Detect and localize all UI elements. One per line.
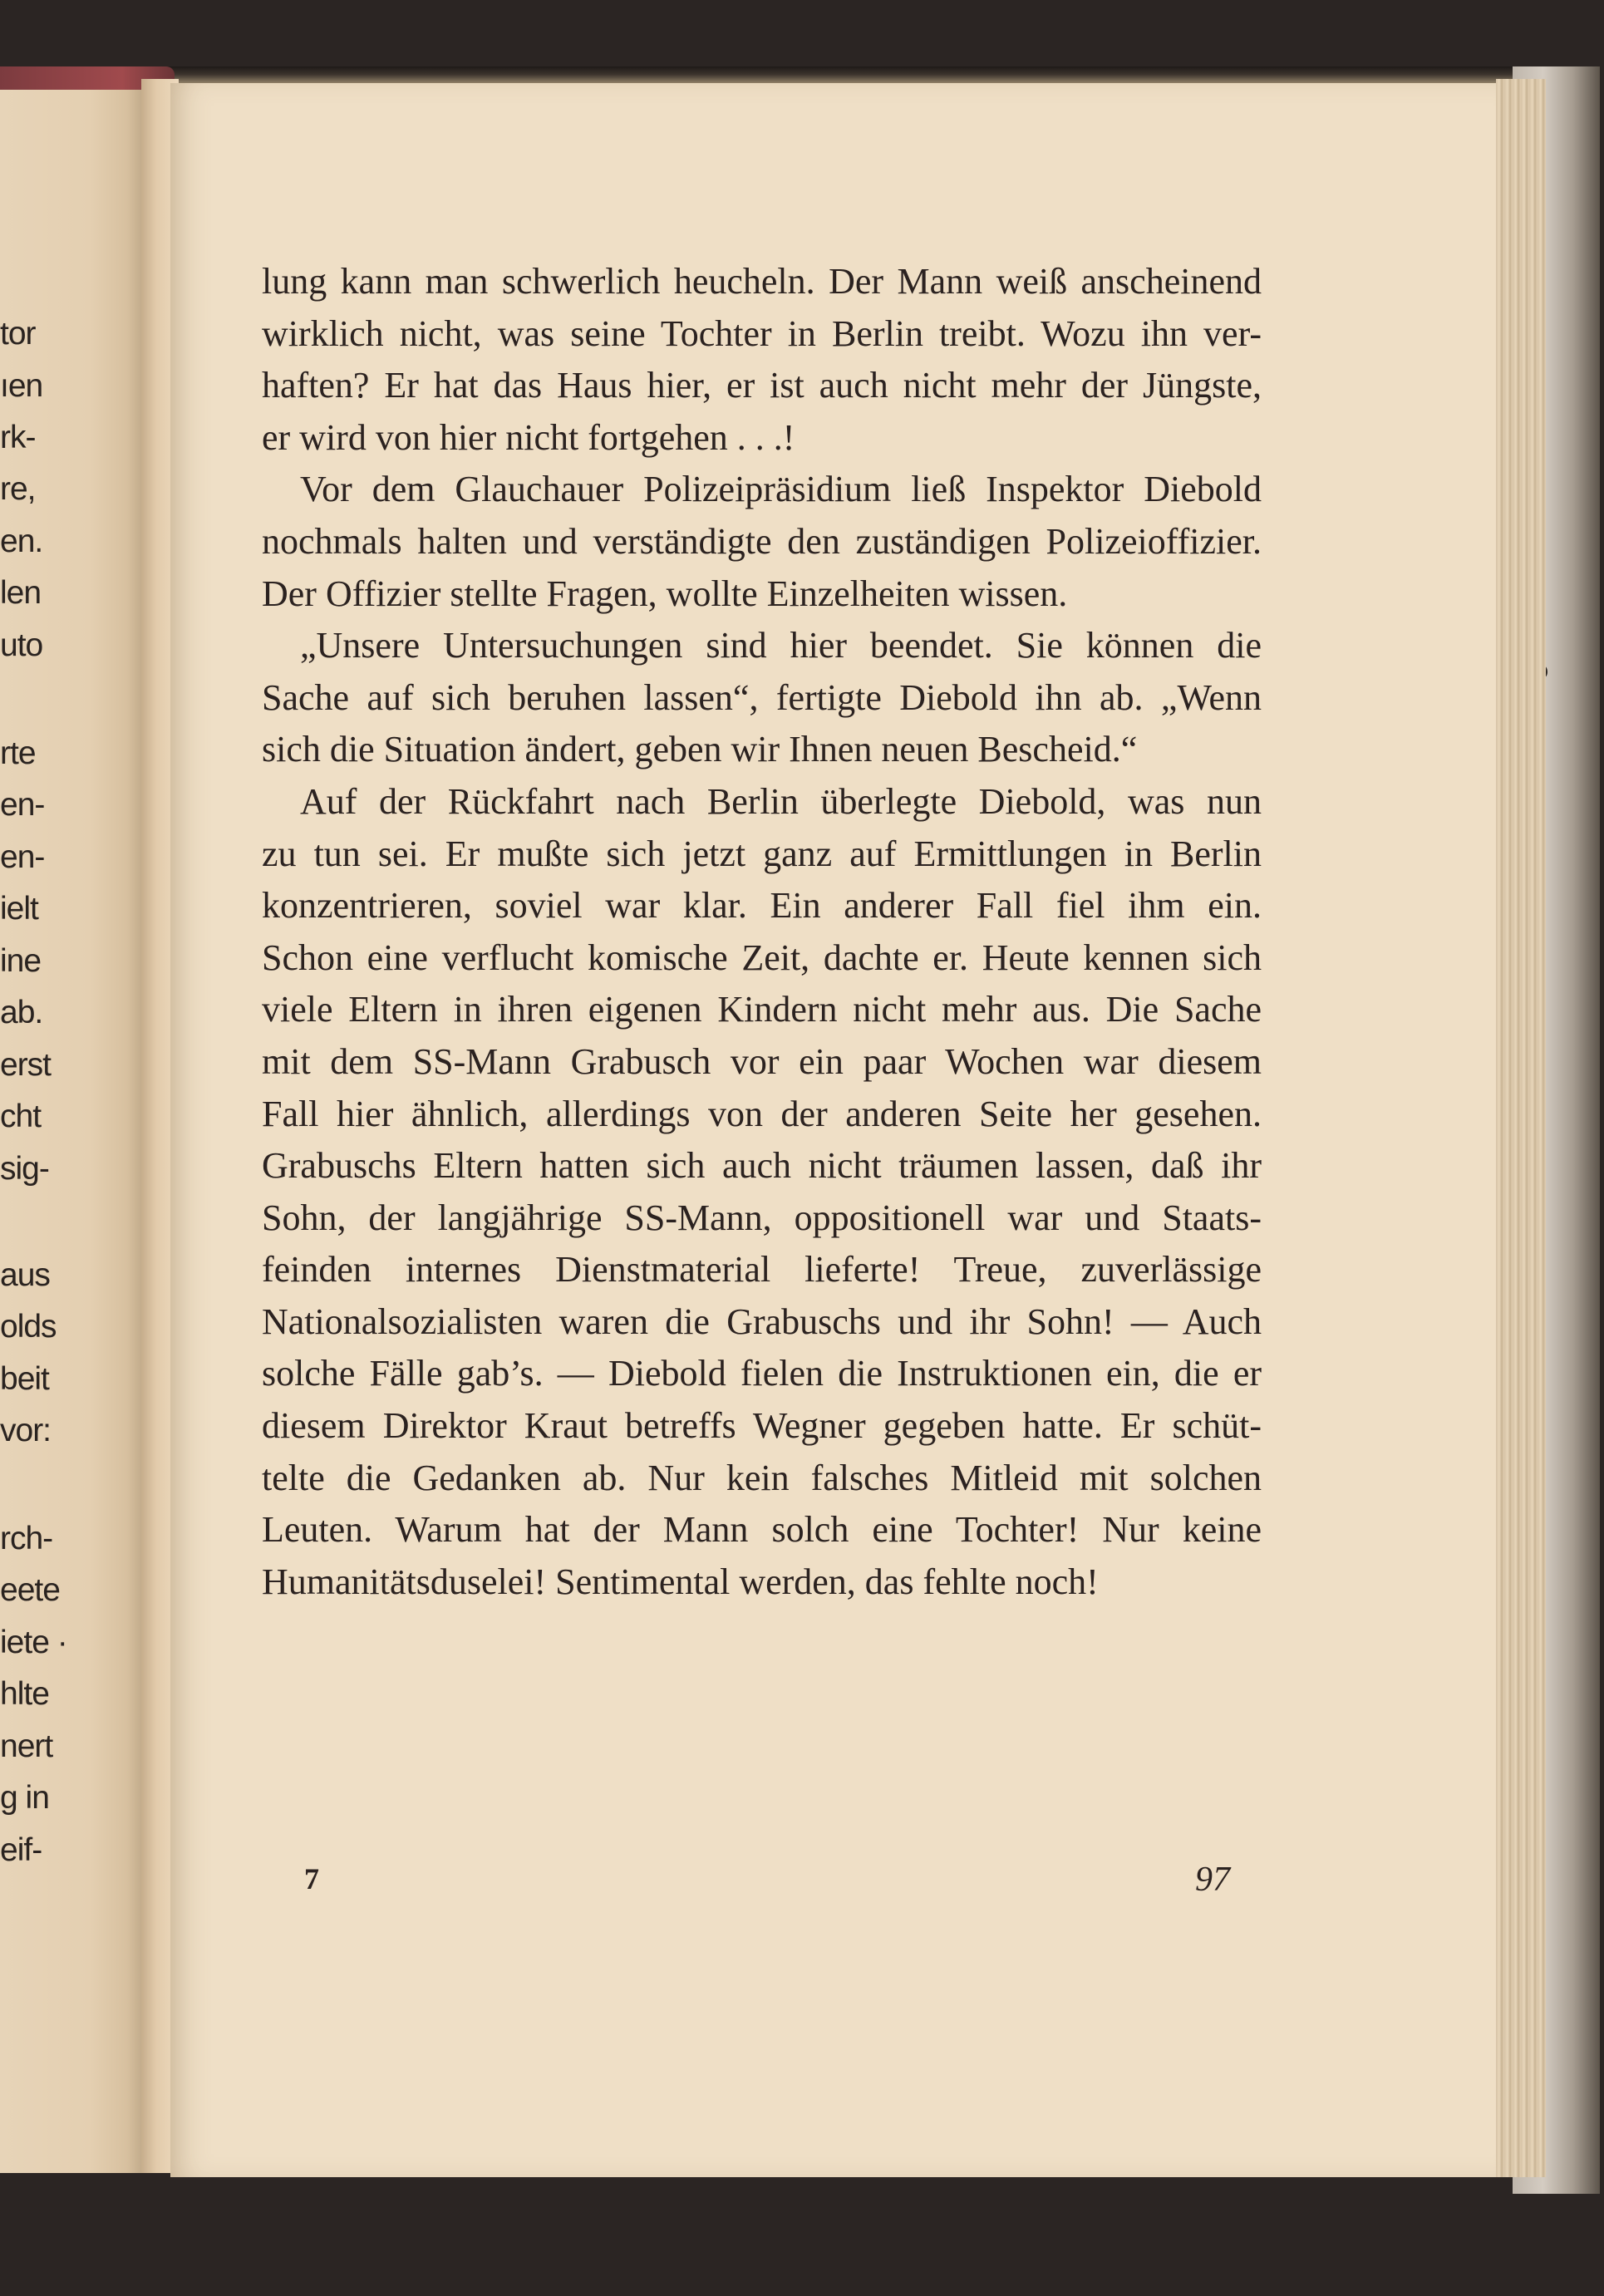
text-line: diesem Direktor Kraut betreffs Wegner gegeben hatte. Er schüt- [262,1405,1262,1447]
text-line: Fall hier ähnlich, allerdings von der anderen Seite her gesehen. [262,1093,1262,1134]
left-page-fragment: iete · [0,1625,67,1660]
left-page-fragment: hlte [0,1676,49,1712]
left-page-fragment: en- [0,787,45,823]
text-line: sich die Situation ändert, geben wir Ihnen neuen Bescheid.“ [262,729,1138,770]
page-number: 97 [1195,1861,1230,1899]
text-line: nochmals halten und verständigte den zuständigen Polizeioffizier. [262,520,1262,562]
body-text [262,256,1262,1608]
text-line: er wird von hier nicht fortgehen . . .! [262,416,795,458]
text-line: Der Offizier stellte Fragen, wollte Einzelheiten wissen. [262,573,1068,614]
left-page-fragment: sig- [0,1151,49,1187]
left-page-fragment: re, [0,471,36,507]
left-page-fragment: en- [0,839,45,875]
left-page-fragment: aus [0,1257,50,1293]
text-line: Nationalsozialisten waren die Grabuschs und ihr Sohn! — Auch [262,1300,1262,1342]
text-line: Leuten. Warum hat der Mann solch eine Tochter! Nur keine [262,1509,1262,1551]
text-line: Auf der Rückfahrt nach Berlin überlegte Diebold, was nun [300,780,1262,822]
text-line: feinden internes Dienstmaterial lieferte! Treue, zuverlässige [262,1249,1262,1291]
left-page-fragment: ab. [0,995,43,1030]
left-page-fragment: g in [0,1780,49,1816]
left-page-fragment: erst [0,1047,52,1083]
text-line: „Unsere Untersuchungen sind hier beendet. Sie können die [300,625,1262,666]
left-page-fragment: ielt [0,891,38,927]
text-line: Vor dem Glauchauer Polizeipräsidium ließ Inspektor Diebold [300,469,1262,510]
left-page-fragment: olds [0,1309,57,1345]
left-page-fragment: rch- [0,1521,53,1556]
left-page-fragment: uto [0,627,43,663]
left-page-fragment: en. [0,524,43,559]
text-line: telte die Gedanken ab. Nur kein falsches Mitleid mit solchen [262,1457,1262,1498]
left-page-fragment: cht [0,1099,42,1134]
text-line: mit dem SS-Mann Grabusch vor ein paar Wochen war diesem [262,1040,1262,1082]
text-line: konzentrieren, soviel war klar. Ein anderer Fall fiel ihm ein. [262,885,1262,927]
text-line: Sohn, der langjährige SS-Mann, oppositionell war und Staats- [262,1197,1262,1238]
left-page-fragment: eete [0,1572,60,1608]
left-page-fragment: ine [0,943,42,979]
text-line: lung kann man schwerlich heucheln. Der Mann weiß anscheinend [262,261,1262,302]
left-page-fragment: nert [0,1728,53,1764]
left-page-fragment: eif- [0,1832,42,1868]
text-line: solche Fälle gab’s. — Diebold fielen die Instruktionen ein, die er [262,1353,1262,1394]
left-page-fragment: rte [0,735,36,771]
text-line: Humanitätsduselei! Sentimental werden, das fehlte noch! [262,1561,1099,1602]
signature-mark: 7 [304,1862,319,1895]
left-page-fragment: len [0,575,42,611]
left-page-fragment: rk- [0,420,36,455]
text-line: Grabuschs Eltern hatten sich auch nicht träumen lassen, daß ihr [262,1145,1262,1187]
left-page-fragment: vor: [0,1413,52,1448]
text-line: viele Eltern in ihren eigenen Kindern nicht mehr aus. Die Sache [262,989,1262,1030]
left-page-fragment: ıen [0,368,43,404]
text-line: haften? Er hat das Haus hier, er ist auch nicht mehr der Jüngste, [262,365,1262,406]
text-line: Sache auf sich beruhen lassen“, fertigte Diebold ihn ab. „Wenn [262,676,1262,718]
left-page [0,79,150,2173]
text-line: wirklich nicht, was seine Tochter in Berlin treibt. Wozu ihn ver- [262,312,1262,354]
page-block-edge [1496,79,1546,2177]
text-line: zu tun sei. Er mußte sich jetzt ganz auf Ermittlungen in Berlin [262,833,1262,874]
text-line: Schon eine verflucht komische Zeit, dachte er. Heute kennen sich [262,937,1262,978]
left-page-fragment: beit [0,1361,49,1397]
left-page-fragment: tor [0,316,36,352]
